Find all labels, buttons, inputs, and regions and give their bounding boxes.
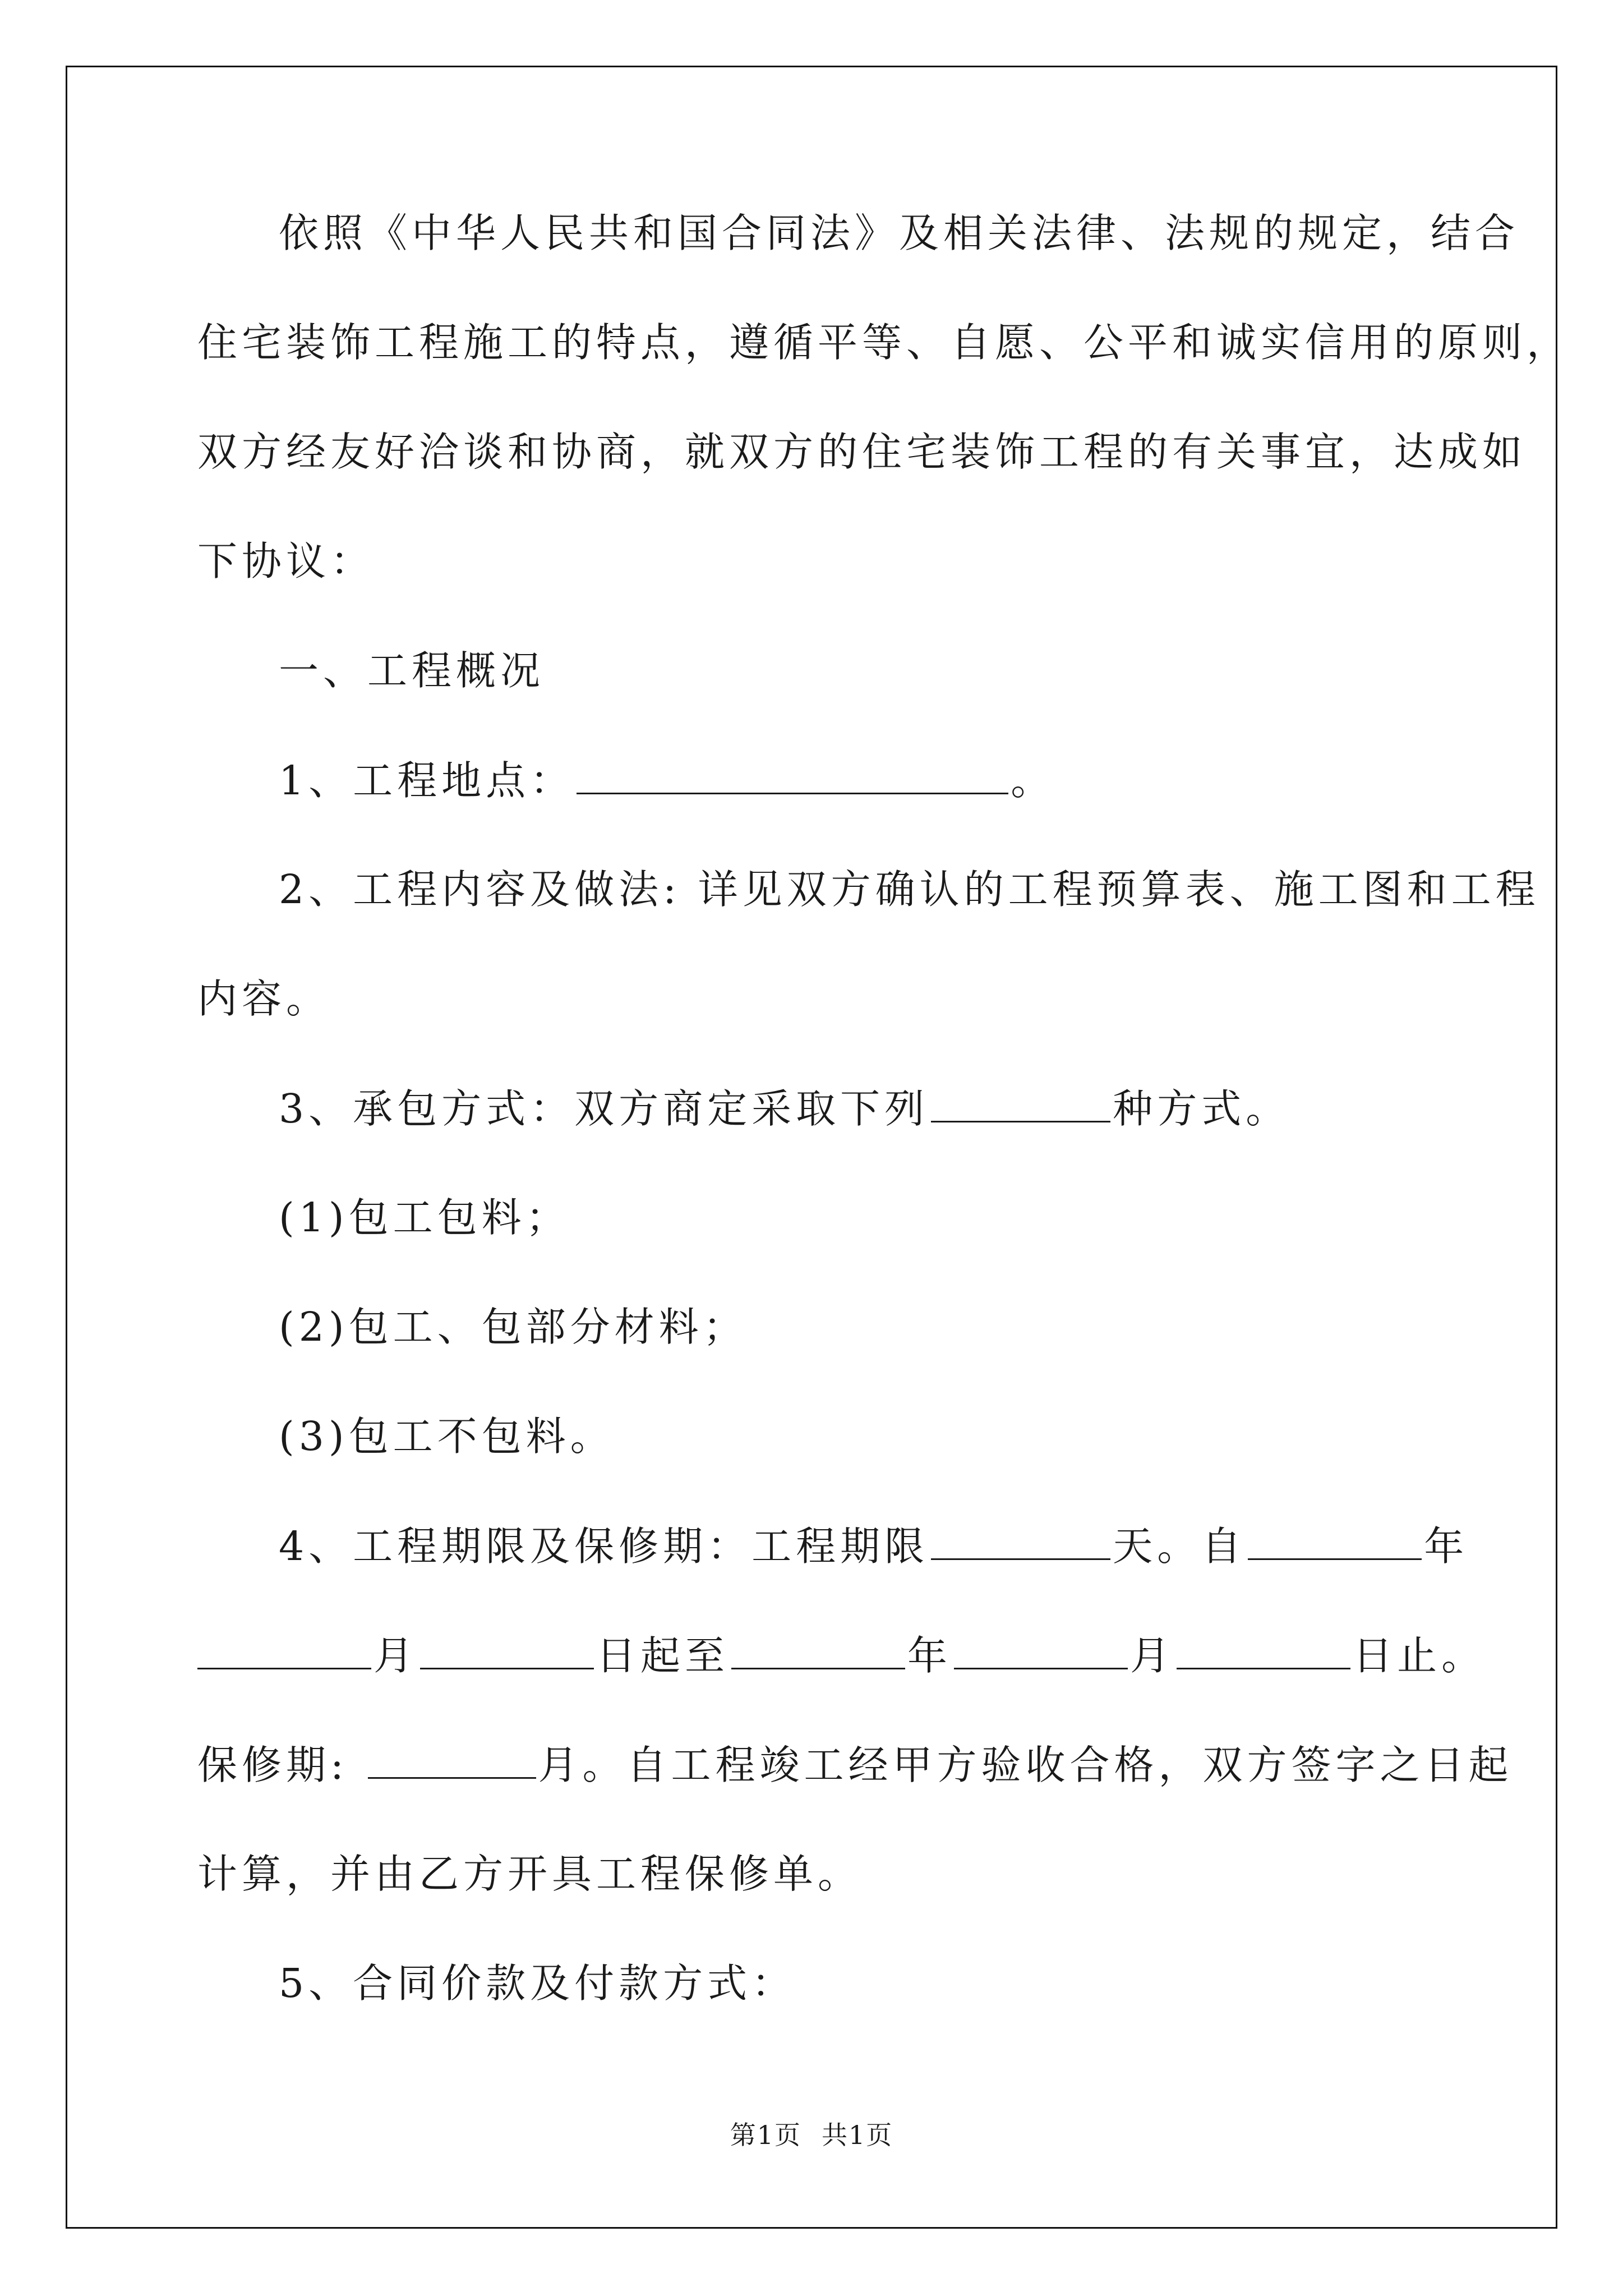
option-2: (2)包工、包部分材料； xyxy=(279,1304,748,1350)
section-heading: 一、工程概况 xyxy=(279,647,545,694)
start-day-label: 日起至 xyxy=(596,1632,730,1679)
start-day-blank xyxy=(420,1633,594,1669)
clause-4-from: 天。自 xyxy=(1113,1523,1246,1570)
page-frame xyxy=(66,66,1557,2229)
page-total: 共1页 xyxy=(822,2120,893,2150)
paragraph-intro-line-2: 住宅装饰工程施工的特点，遵循平等、自愿、公平和诚实信用的原则， xyxy=(197,319,1571,366)
location-blank xyxy=(577,758,1008,794)
end-month-blank xyxy=(954,1633,1128,1669)
paragraph-intro-line-3: 双方经友好洽谈和协商，就双方的住宅装饰工程的有关事宜，达成如 xyxy=(197,429,1527,475)
start-month-blank xyxy=(197,1633,371,1669)
end-month-label: 月 xyxy=(1130,1632,1175,1679)
clause-2-line-1: 2、工程内容及做法: 详见双方确认的工程预算表、施工图和工程 xyxy=(279,866,1540,913)
start-month-label: 月 xyxy=(374,1632,418,1679)
end-day-blank xyxy=(1177,1633,1350,1669)
option-3: (3)包工不包料。 xyxy=(279,1413,615,1460)
end-year-blank xyxy=(731,1633,905,1669)
clause-2-line-2: 内容。 xyxy=(197,976,331,1022)
paragraph-intro-line-4: 下协议： xyxy=(197,538,375,585)
clause-4-line-1 xyxy=(279,1524,1468,1569)
clause-1-label: 1、工程地点： xyxy=(279,757,575,804)
option-1: (1)包工包料； xyxy=(279,1194,570,1241)
clause-1 xyxy=(279,758,1055,803)
end-year-label: 年 xyxy=(907,1632,952,1679)
clause-5: 5、合同价款及付款方式： xyxy=(279,1960,796,2007)
days-blank xyxy=(931,1524,1110,1560)
warranty-text: 月。自工程竣工经甲方验收合格，双方签字之日起 xyxy=(538,1742,1513,1788)
page-footer xyxy=(0,2119,1623,2151)
clause-4-line-2 xyxy=(197,1633,1486,1678)
paragraph-intro-line-1: 依照《中华人民共和国合同法》及相关法律、法规的规定，结合 xyxy=(279,210,1520,256)
warranty-label: 保修期: xyxy=(197,1742,366,1788)
page-number: 第1页 xyxy=(730,2120,801,2150)
warranty-months-blank xyxy=(368,1742,536,1779)
start-year-blank xyxy=(1248,1524,1422,1560)
clause-3-end: 种方式。 xyxy=(1113,1085,1290,1132)
clause-1-end: 。 xyxy=(1011,757,1055,804)
method-blank xyxy=(931,1086,1110,1122)
end-day-label: 日止。 xyxy=(1353,1632,1486,1679)
clause-4-label: 4、工程期限及保修期：工程期限 xyxy=(279,1523,929,1570)
clause-4-year: 年 xyxy=(1424,1523,1469,1570)
clause-4-line-4: 计算，并由乙方开具工程保修单。 xyxy=(197,1851,863,1897)
clause-4-line-3 xyxy=(197,1742,1513,1788)
clause-3 xyxy=(279,1086,1290,1131)
clause-3-label: 3、承包方式：双方商定采取下列 xyxy=(279,1085,929,1132)
